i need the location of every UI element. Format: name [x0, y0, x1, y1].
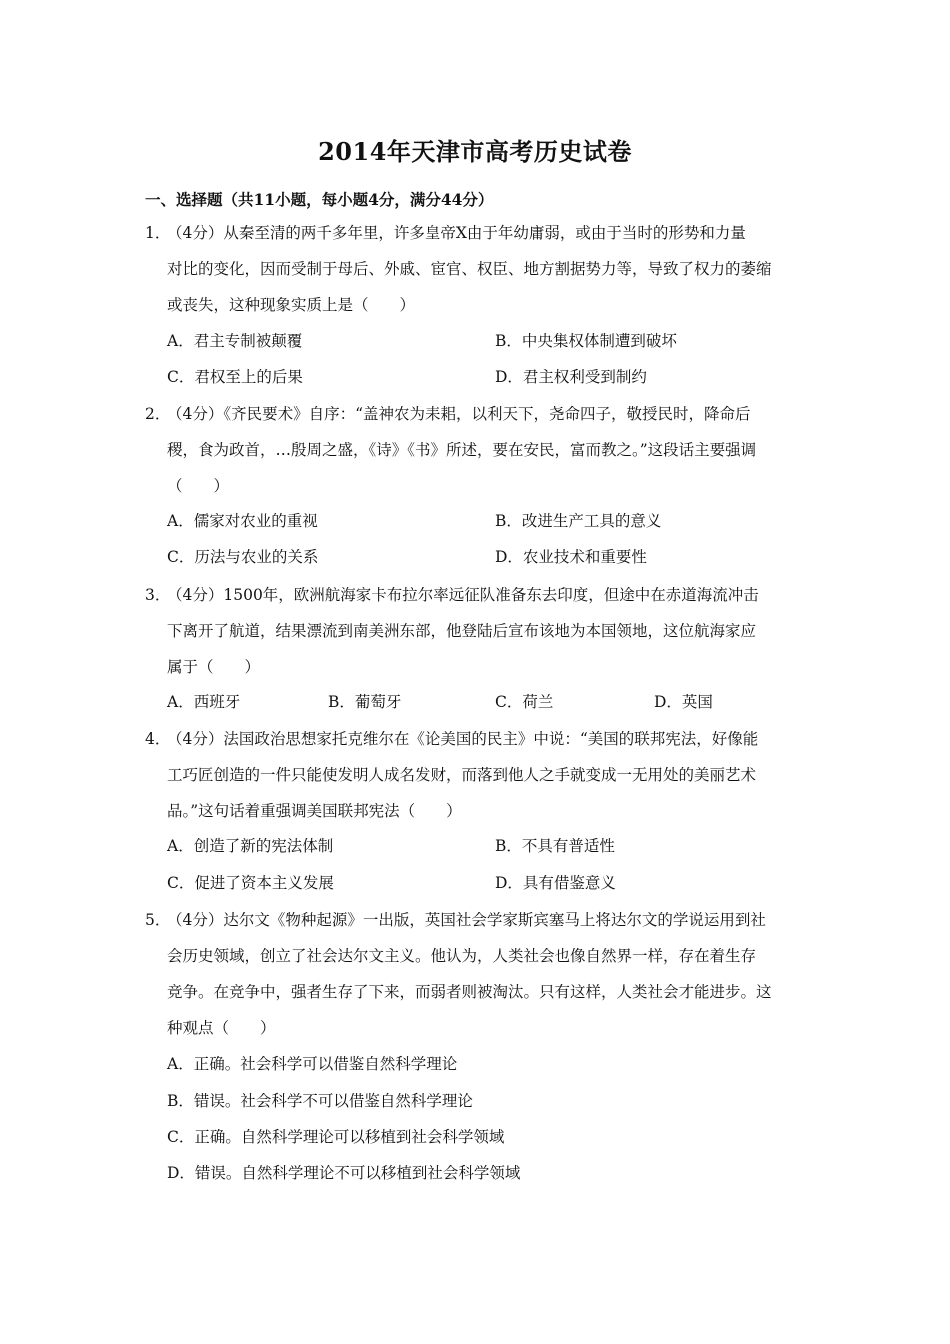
- question-number: 3．: [145, 586, 171, 604]
- option-c[interactable]: C．荷兰: [495, 693, 554, 711]
- question-3: [145, 577, 810, 685]
- page-title: 2014年天津市高考历史试卷: [318, 137, 632, 166]
- option-a[interactable]: A．儒家对农业的重视: [167, 512, 318, 530]
- question-text: （4分）达尔文《物种起源》一出版，英国社会学家斯宾塞马上将达尔文的学说运用到社: [167, 911, 766, 929]
- question-text: 对比的变化，因而受制于母后、外戚、宦官、权臣、地方割据势力等，导致了权力的萎缩: [167, 260, 772, 278]
- option-b[interactable]: B．改进生产工具的意义: [495, 512, 662, 530]
- question-4: [145, 721, 810, 829]
- question-number: 2．: [145, 405, 171, 423]
- question-text: 会历史领域，创立了社会达尔文主义。他认为，人类社会也像自然界一样，存在着生存: [167, 947, 757, 965]
- option-c[interactable]: C．促进了资本主义发展: [167, 874, 334, 892]
- option-c[interactable]: C．历法与农业的关系: [167, 548, 319, 566]
- option-d[interactable]: D．具有借鉴意义: [495, 874, 616, 892]
- option-row: [145, 539, 810, 575]
- option-d[interactable]: D．君主权利受到制约: [495, 368, 647, 386]
- option-a[interactable]: A．创造了新的宪法体制: [167, 837, 334, 855]
- option-c[interactable]: C．君权至上的后果: [167, 368, 303, 386]
- question-text: 种观点（ ）: [167, 1019, 276, 1037]
- option-d[interactable]: D．农业技术和重要性: [495, 548, 647, 566]
- option-row: [145, 323, 810, 359]
- question-text: 或丧失，这种现象实质上是（ ）: [167, 296, 416, 314]
- option-row: [145, 684, 810, 720]
- option-row: [145, 503, 810, 539]
- question-5: [145, 902, 810, 1046]
- question-text: （ ）: [167, 477, 230, 495]
- question-number: 5．: [145, 911, 171, 929]
- option-a[interactable]: A．西班牙: [167, 693, 241, 711]
- option-b[interactable]: B．不具有普适性: [495, 837, 615, 855]
- question-text: 下离开了航道，结果漂流到南美洲东部，他登陆后宣布该地为本国领地，这位航海家应: [167, 622, 757, 640]
- option-row: [145, 1155, 810, 1191]
- option-row: [145, 1083, 810, 1119]
- option-a[interactable]: A．正确。社会科学可以借鉴自然科学理论: [167, 1055, 458, 1073]
- question-text: （4分）从秦至清的两千多年里，许多皇帝X由于年幼庸弱，或由于当时的形势和力量: [167, 224, 746, 242]
- option-b[interactable]: B．葡萄牙: [328, 693, 402, 711]
- question-text: （4分）法国政治思想家托克维尔在《论美国的民主》中说：“美国的联邦宪法，好像能: [167, 730, 759, 748]
- option-b[interactable]: B．错误。社会科学不可以借鉴自然科学理论: [167, 1092, 473, 1110]
- option-row: [145, 865, 810, 901]
- question-number: 1．: [145, 224, 171, 242]
- question-text: 稷，食为政首，…殷周之盛，《诗》《书》所述，要在安民，富而教之。”这段话主要强调: [167, 441, 757, 459]
- question-text: 属于（ ）: [167, 658, 261, 676]
- option-row: [145, 1119, 810, 1155]
- question-text: （4分）《齐民要术》自序：“盖神农为耒耜，以利天下，尧命四子，敬授民时，降命后: [167, 405, 751, 423]
- question-text: 工巧匠创造的一件只能使发明人成名发财，而落到他人之手就变成一无用处的美丽艺术: [167, 766, 757, 784]
- option-a[interactable]: A．君主专制被颠覆: [167, 332, 303, 350]
- question-2: [145, 396, 810, 504]
- option-b[interactable]: B．中央集权体制遭到破坏: [495, 332, 677, 350]
- option-c[interactable]: C．正确。自然科学理论可以移植到社会科学领域: [167, 1128, 505, 1146]
- option-d[interactable]: D．英国: [654, 693, 713, 711]
- question-1: [145, 215, 810, 323]
- section-heading: 一、选择题（共11小题，每小题4分，满分44分）: [145, 190, 494, 209]
- option-row: [145, 359, 810, 395]
- option-row: [145, 1046, 810, 1082]
- question-text: 竞争。在竞争中，强者生存了下来，而弱者则被淘汰。只有这样，人类社会才能进步。这: [167, 983, 772, 1001]
- question-number: 4．: [145, 730, 171, 748]
- question-text: 品。”这句话着重强调美国联邦宪法（ ）: [167, 802, 462, 820]
- option-row: [145, 828, 810, 864]
- question-text: （4分）1500年，欧洲航海家卡布拉尔率远征队准备东去印度，但途中在赤道海流冲击: [167, 586, 759, 604]
- option-d[interactable]: D．错误。自然科学理论不可以移植到社会科学领域: [167, 1164, 521, 1182]
